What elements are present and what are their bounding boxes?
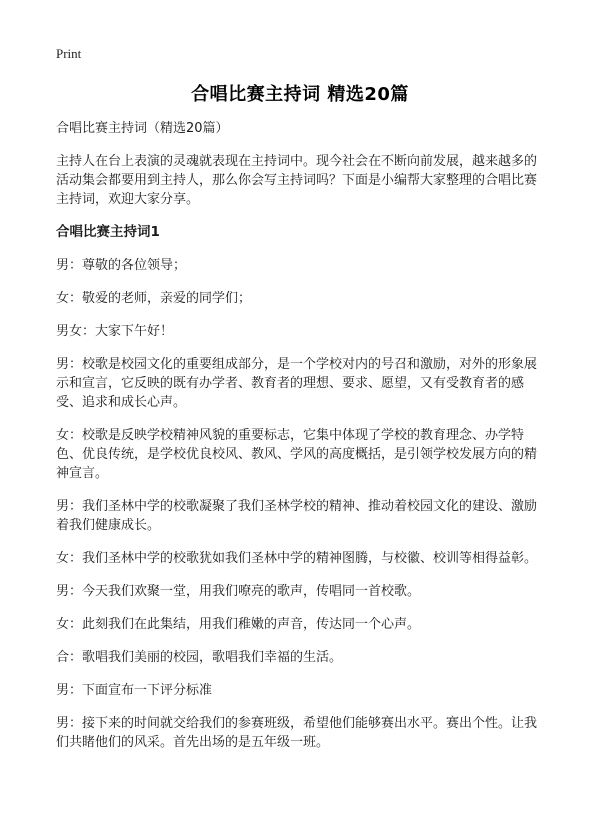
dialogue-line: 男：下面宣布一下评分标准 — [56, 683, 213, 698]
dialogue-line: 女：我们圣林中学的校歌犹如我们圣林中学的精神图腾，与校徽、校训等相得益彰。 — [56, 551, 538, 566]
document-body — [56, 120, 548, 766]
dialogue-line: 男：校歌是校园文化的重要组成部分，是一个学校对内的号召和激励，对外的形象展示和宣言，它反映的既有办学者、教育者的理想、要求、愿望，又有受教育者的感受、追求和成长心声。 — [56, 357, 538, 410]
dialogue-line: 女：校歌是反映学校精神风貌的重要标志，它集中体现了学校的教育理念、办学特色、优良传统，是学校优良校风、教风、学风的高度概括，是引领学校发展方向的精神宣言。 — [56, 428, 538, 481]
section-heading: 合唱比赛主持词1 — [56, 224, 160, 240]
dialogue-line: 男：今天我们欢聚一堂，用我们嘹亮的歌声，传唱同一首校歌。 — [56, 584, 421, 599]
dialogue-line: 合：歌唱我们美丽的校园，歌唱我们幸福的生活。 — [56, 650, 343, 665]
intro-paragraph: 主持人在台上表演的灵魂就表现在主持词中。现今社会在不断向前发展，越来越多的活动集会都要用到主持人，那么你会写主持词吗？下面是小编帮大家整理的合唱比赛主持词，欢迎大家分享。 — [56, 154, 538, 207]
dialogue-line: 男女：大家下午好！ — [56, 324, 174, 339]
page-title: 合唱比赛主持词 精选20篇 — [191, 84, 409, 105]
dialogue-line: 男：尊敬的各位领导； — [56, 258, 187, 273]
print-link[interactable]: Print — [56, 46, 82, 61]
dialogue-line: 男：我们圣林中学的校歌凝聚了我们圣林学校的精神、推动着校园文化的建设、激励着我们健康成长。 — [56, 499, 538, 533]
dialogue-line: 女：敬爱的老师，亲爱的同学们； — [56, 291, 252, 306]
dialogue-line: 女：此刻我们在此集结，用我们稚嫩的声音，传达同一个心声。 — [56, 617, 421, 632]
document-subtitle: 合唱比赛主持词（精选20篇） — [56, 121, 229, 136]
dialogue-line: 男：接下来的时间就交给我们的参赛班级，希望他们能够赛出水平。赛出个性。让我们共睹他们的风采。首先出场的是五年级一班。 — [56, 716, 538, 750]
